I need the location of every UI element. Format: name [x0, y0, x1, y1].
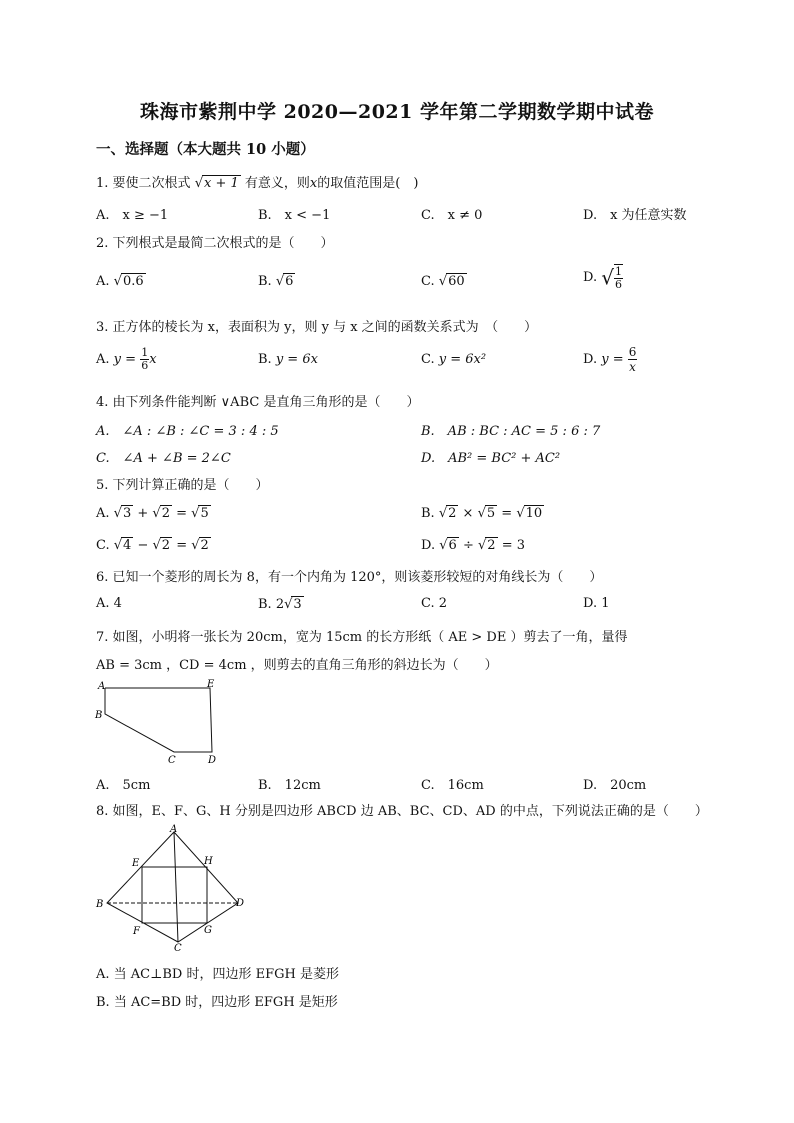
q3-label-d: D. — [583, 352, 598, 367]
q6-option-b: B. 2√3 — [258, 597, 302, 612]
q3-d-lhs: y = — [601, 352, 624, 367]
section-heading: 一、选择题（本大题共 10 小题） — [96, 141, 315, 158]
q5-c-op: − — [137, 538, 149, 553]
q8-option-a: A. 当 AC⊥BD 时，四边形 EFGH 是菱形 — [96, 967, 339, 982]
q5-option-d: D. √6 ÷ √2 = 3 — [421, 538, 525, 553]
q7-label-b: B — [95, 710, 103, 721]
q2-label-d: D. — [583, 270, 598, 285]
q7-label-e: E — [207, 679, 215, 690]
q8-quadrilateral — [107, 832, 238, 942]
q4-option-b: B. AB : BC : AC = 5 : 6 : 7 — [421, 424, 601, 439]
q4-option-c: C. ∠A + ∠B = 2∠C — [96, 451, 231, 466]
q3-label-b: B. — [258, 352, 272, 367]
q3-option-a — [96, 347, 157, 372]
question-2: 2. 下列根式是最简二次根式的是（ ） — [96, 236, 334, 251]
q8-efgh — [142, 867, 207, 923]
question-7-line-2: AB = 3cm ，CD = 4cm ，则剪去的直角三角形的斜边长为（ ） — [96, 658, 498, 673]
q3-option-c — [421, 352, 486, 367]
q1-text-b: 有意义，则 — [244, 176, 310, 191]
q8-label-f: F — [133, 926, 140, 937]
q5-c-r1: 4 — [123, 538, 132, 553]
q8-label-h: H — [204, 856, 213, 867]
q7-figure-outline — [105, 688, 212, 752]
q1-text-a: 1. 要使二次根式 — [96, 176, 191, 191]
q5-b-r3: 10 — [525, 506, 543, 521]
q2-radicand-b: 6 — [285, 274, 294, 289]
q8-figure — [90, 822, 260, 952]
q3-a-den: 6 — [141, 359, 149, 372]
q5-label-c: C. — [96, 538, 110, 553]
question-5: 5. 下列计算正确的是（ ） — [96, 478, 269, 493]
q2-radical-c: √60 — [438, 274, 465, 289]
q1-option-a: A. x ≥ −1 — [96, 208, 169, 223]
q5-d-r1: 6 — [448, 538, 457, 553]
q5-a-r2: 2 — [161, 506, 170, 521]
q2-radicand-a: 0.6 — [122, 274, 144, 289]
q5-a-r3: 5 — [200, 506, 209, 521]
q3-c-expr: y = 6x² — [438, 352, 487, 367]
q2-fraction-d — [614, 264, 623, 291]
q6-b-coef: 2 — [275, 597, 285, 612]
q5-c-r3: 2 — [200, 538, 209, 553]
q2-option-c — [421, 273, 467, 289]
q2-option-a — [96, 273, 146, 289]
q1-text-c: 的取值范围是( ) — [317, 176, 419, 191]
q4-option-d: D. AB² = BC² + AC² — [421, 451, 561, 466]
q2-label-b: B. — [258, 274, 272, 289]
q1-radicand: x + 1 — [203, 176, 239, 191]
q7-label-a: A — [98, 681, 106, 692]
q8-label-e: E — [132, 858, 140, 869]
q8-label-c: C — [174, 943, 182, 952]
q1-option-c: C. x ≠ 0 — [421, 208, 483, 223]
q8-label-b: B — [96, 899, 104, 910]
q5-d-r2: 2 — [487, 538, 496, 553]
q3-label-a: A. — [96, 352, 110, 367]
q5-option-c: C. √4 − √2 = √2 — [96, 538, 209, 553]
q3-a-lhs: y = — [113, 352, 137, 367]
q5-a-eq: = — [176, 506, 188, 521]
q7-option-d: D. 20cm — [583, 778, 647, 793]
q5-a-r1: 3 — [122, 506, 132, 521]
q3-d-fraction — [628, 345, 638, 374]
q7-option-b: B. 12cm — [258, 778, 321, 793]
q6-option-a: A. 4 — [96, 596, 122, 611]
q1-radical: √x + 1 — [194, 176, 239, 191]
q5-c-r2: 2 — [161, 538, 171, 553]
q3-a-var: x — [149, 352, 157, 367]
q2-label-a: A. — [96, 274, 110, 289]
question-1 — [96, 172, 418, 191]
q8-diagonal-ac — [174, 832, 178, 942]
q1-var: x — [309, 176, 318, 191]
q3-b-expr: y = 6x — [275, 352, 318, 367]
q3-label-c: C. — [421, 352, 435, 367]
q5-label-a: A. — [96, 506, 110, 521]
q6-b-radicand: 3 — [293, 597, 302, 612]
q1-option-d: D. x 为任意实数 — [583, 208, 687, 223]
q3-a-num: 1 — [141, 346, 149, 359]
q1-option-b: B. x < −1 — [258, 208, 331, 223]
q4-option-a: A. ∠A : ∠B : ∠C = 3 : 4 : 5 — [96, 424, 279, 439]
q5-d-eq: = 3 — [501, 538, 525, 553]
q7-label-c: C — [168, 755, 176, 766]
q2-option-d — [583, 264, 623, 291]
q5-b-r2: 5 — [486, 506, 496, 521]
q6-label-b: B. — [258, 597, 272, 612]
q5-option-a: A. √3 + √2 = √5 — [96, 506, 209, 521]
q7-option-a: A. 5cm — [96, 778, 151, 793]
q2-radical-a: √0.6 — [113, 274, 144, 289]
q7-option-c: C. 16cm — [421, 778, 484, 793]
q5-option-b: B. √2 × √5 = √10 — [421, 506, 543, 521]
q8-label-a: A — [170, 824, 178, 835]
q8-label-g: G — [204, 925, 212, 936]
q3-a-fraction — [140, 347, 149, 372]
q2-frac-num: 1 — [614, 265, 622, 278]
q3-option-d — [583, 345, 637, 374]
q5-c-eq: = — [176, 538, 188, 553]
page-title: 珠海市紫荆中学 2020—2021 学年第二学期数学期中试卷 — [140, 101, 654, 123]
q8-label-d: D — [236, 898, 245, 909]
q5-label-b: B. — [421, 506, 435, 521]
q2-frac-den: 6 — [614, 278, 622, 291]
question-8: 8. 如图，E、F、G、H 分别是四边形 ABCD 边 AB、BC、CD、AD 的中点，下列说法正确的是（ ） — [96, 804, 708, 819]
q6-option-c: C. 2 — [421, 596, 448, 611]
q5-b-op: × — [462, 506, 474, 521]
q3-d-num: 6 — [628, 345, 637, 359]
q5-d-op: ÷ — [462, 538, 474, 553]
q2-radicand-c: 60 — [448, 274, 465, 289]
question-3: 3. 正方体的棱长为 x，表面积为 y，则 y 与 x 之间的函数关系式为 （ ） — [96, 320, 538, 335]
q6-option-d: D. 1 — [583, 596, 610, 611]
q7-figure — [90, 674, 230, 770]
question-6: 6. 已知一个菱形的周长为 8，有一个内角为 120°，则该菱形较短的对角线长为（ ） — [96, 570, 603, 585]
question-7-line-1: 7. 如图，小明将一张长为 20cm，宽为 15cm 的长方形纸（ AE > DE ）剪去了一角，量得 — [96, 630, 628, 645]
q7-label-d: D — [208, 755, 217, 766]
q3-d-den: x — [629, 360, 636, 374]
q2-radical-d: √ — [601, 265, 614, 290]
q5-b-r1: 2 — [448, 506, 457, 521]
q5-label-d: D. — [421, 538, 436, 553]
q5-a-op: + — [137, 506, 149, 521]
q3-option-b — [258, 352, 318, 367]
q8-option-b: B. 当 AC=BD 时，四边形 EFGH 是矩形 — [96, 995, 338, 1010]
q2-radical-b: √6 — [275, 274, 294, 289]
q2-option-b — [258, 273, 295, 289]
q2-label-c: C. — [421, 274, 435, 289]
q5-b-eq: = — [501, 506, 513, 521]
question-4: 4. 由下列条件能判断 ∨ABC 是直角三角形的是（ ） — [96, 395, 420, 410]
